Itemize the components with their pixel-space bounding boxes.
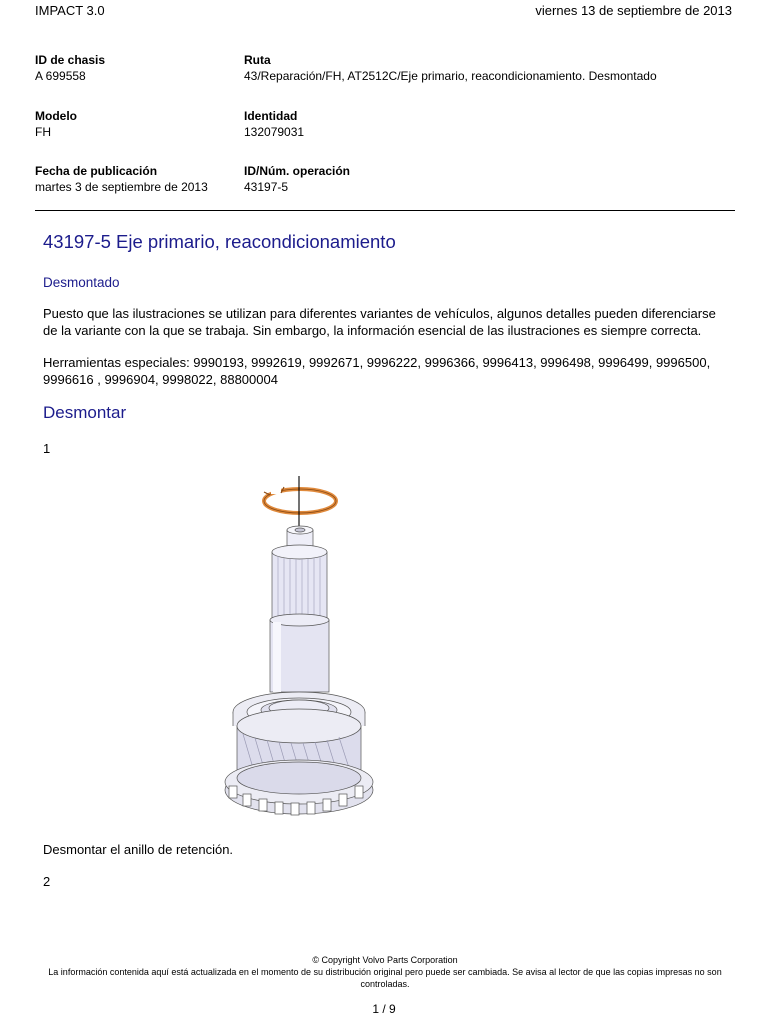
metadata-row bbox=[35, 164, 735, 220]
model-cell bbox=[35, 109, 244, 165]
step-number: 1 bbox=[43, 441, 51, 456]
special-tools-list: Herramientas especiales: 9990193, 9992619, 9992671, 9996222, 9996366, 9996413, 9996498, 9996499, 9996500, 9996616 , 9996904, 9998022, 88800004 bbox=[43, 355, 711, 387]
print-date: viernes 13 de septiembre de 2013 bbox=[535, 3, 732, 18]
input-shaft bbox=[225, 526, 373, 814]
model-label: Modelo bbox=[35, 108, 77, 123]
identity-value: 132079031 bbox=[244, 124, 305, 139]
app-title: IMPACT 3.0 bbox=[35, 3, 105, 18]
route-cell bbox=[244, 53, 735, 109]
header-divider bbox=[35, 210, 735, 211]
pubdate-label: Fecha de publicación bbox=[35, 164, 158, 178]
route-label: Ruta bbox=[244, 53, 271, 67]
metadata-row bbox=[35, 109, 735, 165]
disclaimer-text: La información contenida aquí está actualizada en el momento de su distribución original pero puede ser cambiada. Se avisa al lector de que las copias impresas no son controladas. bbox=[48, 967, 722, 989]
footer bbox=[35, 954, 735, 990]
identity-label: Identidad bbox=[244, 108, 298, 123]
step-number: 2 bbox=[43, 874, 51, 889]
page-title: 43197-5 Eje primario, reacondicionamiento bbox=[43, 231, 396, 252]
shaft-illustration bbox=[215, 472, 375, 828]
chassis-label: ID de chasis bbox=[35, 53, 106, 67]
pubdate-value: martes 3 de septiembre de 2013 bbox=[35, 180, 208, 194]
metadata-row bbox=[35, 53, 735, 109]
metadata-table bbox=[35, 53, 735, 220]
chassis-value: A 699558 bbox=[35, 69, 86, 83]
pubdate-cell bbox=[35, 164, 244, 220]
model-value: FH bbox=[35, 124, 51, 139]
step-caption: Desmontar el anillo de retención. bbox=[43, 842, 234, 857]
retaining-ring bbox=[264, 487, 336, 513]
section-heading: Desmontar bbox=[43, 403, 127, 422]
route-value: 43/Reparación/FH, AT2512C/Eje primario, reacondicionamiento. Desmontado bbox=[244, 69, 657, 83]
opid-value: 43197-5 bbox=[244, 180, 289, 194]
page-number: 1 / 9 bbox=[372, 1002, 396, 1016]
page-subtitle: Desmontado bbox=[43, 275, 120, 290]
identity-cell bbox=[244, 109, 735, 165]
copyright-notice: © Copyright Volvo Parts Corporation bbox=[312, 955, 458, 965]
opid-label: ID/Núm. operación bbox=[244, 164, 351, 178]
illustration-note: Puesto que las ilustraciones se utilizan para diferentes variantes de vehículos, algunos detalles pueden diferenciarse de la variante con la que se trabaja. Sin embargo, la información esencial de las ilustraciones es siempre correcta. bbox=[43, 306, 716, 338]
chassis-cell bbox=[35, 53, 244, 109]
opid-cell bbox=[244, 164, 735, 220]
